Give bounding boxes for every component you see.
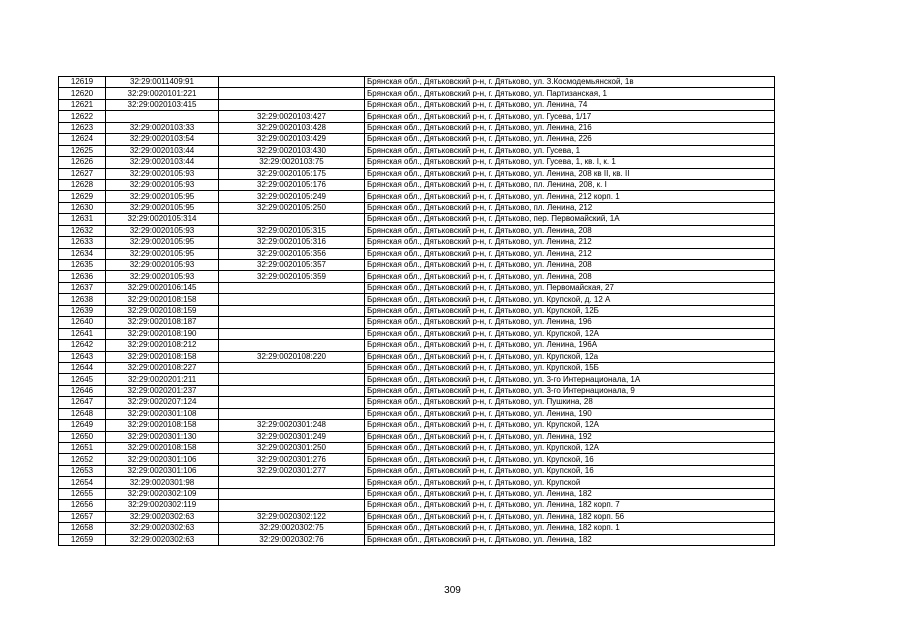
cadastral-number-parcel: 32:29:0020301:130 — [106, 431, 219, 442]
address: Брянская обл., Дятьковский р-н, г. Дятьково, ул. Партизанская, 1 — [365, 88, 775, 99]
table-row — [59, 500, 775, 511]
row-number: 12638 — [59, 294, 106, 305]
table-row — [59, 225, 775, 236]
row-number: 12649 — [59, 420, 106, 431]
table-row — [59, 420, 775, 431]
row-number: 12633 — [59, 237, 106, 248]
row-number: 12647 — [59, 397, 106, 408]
address: Брянская обл., Дятьковский р-н, г. Дятьково, ул. Ленина, 74 — [365, 99, 775, 110]
row-number: 12630 — [59, 202, 106, 213]
cadastral-number-parcel: 32:29:0020301:108 — [106, 408, 219, 419]
row-number: 12644 — [59, 362, 106, 373]
cadastral-number-object: 32:29:0020103:75 — [219, 157, 365, 168]
table-row — [59, 157, 775, 168]
cadastral-number-parcel: 32:29:0020105:93 — [106, 179, 219, 190]
cadastral-number-parcel: 32:29:0020108:158 — [106, 351, 219, 362]
cadastral-number-object: 32:29:0020105:357 — [219, 260, 365, 271]
cadastral-number-object — [219, 88, 365, 99]
address: Брянская обл., Дятьковский р-н, г. Дятьково, ул. Крупской, 12Б — [365, 305, 775, 316]
cadastral-number-object — [219, 408, 365, 419]
table-row — [59, 99, 775, 110]
row-number: 12643 — [59, 351, 106, 362]
row-number: 12636 — [59, 271, 106, 282]
row-number: 12623 — [59, 122, 106, 133]
cadastral-number-parcel: 32:29:0020103:415 — [106, 99, 219, 110]
row-number: 12622 — [59, 111, 106, 122]
table-row — [59, 271, 775, 282]
row-number: 12654 — [59, 477, 106, 488]
cadastral-number-parcel: 32:29:0020105:93 — [106, 260, 219, 271]
cadastral-number-parcel: 32:29:0020105:95 — [106, 248, 219, 259]
cadastral-number-parcel: 32:29:0020201:237 — [106, 385, 219, 396]
row-number: 12655 — [59, 488, 106, 499]
cadastral-number-object: 32:29:0020103:427 — [219, 111, 365, 122]
cadastral-number-parcel: 32:29:0020101:221 — [106, 88, 219, 99]
address: Брянская обл., Дятьковский р-н, г. Дятьково, ул. Крупской, 12А — [365, 328, 775, 339]
table-row — [59, 294, 775, 305]
row-number: 12632 — [59, 225, 106, 236]
row-number: 12621 — [59, 99, 106, 110]
cadastral-number-parcel: 32:29:0020105:95 — [106, 191, 219, 202]
cadastral-number-object — [219, 488, 365, 499]
address: Брянская обл., Дятьковский р-н, г. Дятьково, ул. Ленина, 212 корп. 1 — [365, 191, 775, 202]
table-row — [59, 431, 775, 442]
cadastral-number-parcel: 32:29:0020103:44 — [106, 145, 219, 156]
cadastral-number-object: 32:29:0020301:248 — [219, 420, 365, 431]
cadastral-number-object: 32:29:0020105:316 — [219, 237, 365, 248]
address: Брянская обл., Дятьковский р-н, г. Дятьково, ул. Ленина, 192 — [365, 431, 775, 442]
address: Брянская обл., Дятьковский р-н, г. Дятьково, ул. Крупской, 16 — [365, 454, 775, 465]
cadastral-number-parcel: 32:29:0020105:95 — [106, 237, 219, 248]
table-row — [59, 340, 775, 351]
address: Брянская обл., Дятьковский р-н, г. Дятьково, ул. Ленина, 190 — [365, 408, 775, 419]
address: Брянская обл., Дятьковский р-н, г. Дятьково, ул. Ленина, 182 — [365, 534, 775, 545]
cadastral-number-object — [219, 282, 365, 293]
address: Брянская обл., Дятьковский р-н, г. Дятьково, ул. Первомайская, 27 — [365, 282, 775, 293]
cadastral-number-parcel: 32:29:0020108:227 — [106, 362, 219, 373]
cadastral-number-parcel: 32:29:0020103:44 — [106, 157, 219, 168]
table-row — [59, 454, 775, 465]
address: Брянская обл., Дятьковский р-н, г. Дятьково, ул. Ленина, 208 — [365, 271, 775, 282]
cadastral-number-parcel: 32:29:0020106:145 — [106, 282, 219, 293]
table-row — [59, 523, 775, 534]
table-row — [59, 351, 775, 362]
table-row — [59, 248, 775, 259]
address: Брянская обл., Дятьковский р-н, г. Дятьково, ул. Ленина, 208 — [365, 225, 775, 236]
address: Брянская обл., Дятьковский р-н, г. Дятьково, ул. Ленина, 182 корп. 56 — [365, 511, 775, 522]
cadastral-number-parcel: 32:29:0020207:124 — [106, 397, 219, 408]
table-row — [59, 168, 775, 179]
address: Брянская обл., Дятьковский р-н, г. Дятьково, ул. Ленина, 216 — [365, 122, 775, 133]
table-row — [59, 77, 775, 88]
cadastral-number-object — [219, 477, 365, 488]
address: Брянская обл., Дятьковский р-н, г. Дятьково, ул. Крупской, 15Б — [365, 362, 775, 373]
address: Брянская обл., Дятьковский р-н, г. Дятьково, ул. Ленина, 208 кв II, кв. II — [365, 168, 775, 179]
cadastral-number-object — [219, 340, 365, 351]
cadastral-number-object: 32:29:0020105:250 — [219, 202, 365, 213]
table-row — [59, 214, 775, 225]
address: Брянская обл., Дятьковский р-н, г. Дятьково, пер. Первомайский, 1А — [365, 214, 775, 225]
row-number: 12640 — [59, 317, 106, 328]
row-number: 12641 — [59, 328, 106, 339]
address: Брянская обл., Дятьковский р-н, г. Дятьково, ул. Крупской, д. 12 А — [365, 294, 775, 305]
cadastral-number-parcel: 32:29:0020108:187 — [106, 317, 219, 328]
address: Брянская обл., Дятьковский р-н, г. Дятьково, ул. Крупской, 12а — [365, 351, 775, 362]
cadastral-number-parcel: 32:29:0020108:190 — [106, 328, 219, 339]
cadastral-number-parcel: 32:29:0020105:314 — [106, 214, 219, 225]
row-number: 12634 — [59, 248, 106, 259]
row-number: 12646 — [59, 385, 106, 396]
cadastral-number-object: 32:29:0020105:176 — [219, 179, 365, 190]
table-row — [59, 202, 775, 213]
cadastral-number-parcel: 32:29:0020302:63 — [106, 523, 219, 534]
address: Брянская обл., Дятьковский р-н, г. Дятьково, ул. Ленина, 182 — [365, 488, 775, 499]
table-row — [59, 260, 775, 271]
table-row — [59, 362, 775, 373]
cadastral-number-parcel: 32:29:0020105:95 — [106, 202, 219, 213]
cadastral-number-object: 32:29:0020301:277 — [219, 465, 365, 476]
address: Брянская обл., Дятьковский р-н, г. Дятьково, ул. 3-го Интернационала, 9 — [365, 385, 775, 396]
row-number: 12656 — [59, 500, 106, 511]
address: Брянская обл., Дятьковский р-н, г. Дятьково, ул. Ленина, 212 — [365, 248, 775, 259]
address: Брянская обл., Дятьковский р-н, г. Дятьково, ул. Гусева, 1/17 — [365, 111, 775, 122]
cadastral-number-object: 32:29:0020105:359 — [219, 271, 365, 282]
table-row — [59, 179, 775, 190]
address: Брянская обл., Дятьковский р-н, г. Дятьково, ул. Крупской, 12А — [365, 443, 775, 454]
row-number: 12629 — [59, 191, 106, 202]
cadastral-number-object: 32:29:0020103:430 — [219, 145, 365, 156]
address: Брянская обл., Дятьковский р-н, г. Дятьково, ул. З.Космодемьянской, 1в — [365, 77, 775, 88]
cadastral-number-parcel: 32:29:0020301:106 — [106, 465, 219, 476]
cadastral-number-object — [219, 214, 365, 225]
address: Брянская обл., Дятьковский р-н, г. Дятьково, ул. Крупской, 12А — [365, 420, 775, 431]
cadastral-number-object: 32:29:0020105:249 — [219, 191, 365, 202]
cadastral-number-object: 32:29:0020105:315 — [219, 225, 365, 236]
address: Брянская обл., Дятьковский р-н, г. Дятьково, ул. 3-го Интернационала, 1А — [365, 374, 775, 385]
table-row — [59, 134, 775, 145]
cadastral-number-parcel: 32:29:0020108:212 — [106, 340, 219, 351]
cadastral-number-parcel: 32:29:0020105:93 — [106, 168, 219, 179]
cadastral-number-object — [219, 305, 365, 316]
row-number: 12648 — [59, 408, 106, 419]
address: Брянская обл., Дятьковский р-н, г. Дятьково, ул. Ленина, 196А — [365, 340, 775, 351]
row-number: 12659 — [59, 534, 106, 545]
table-row — [59, 397, 775, 408]
cadastral-number-parcel: 32:29:0020105:93 — [106, 225, 219, 236]
cadastral-number-parcel: 32:29:0011409:91 — [106, 77, 219, 88]
row-number: 12653 — [59, 465, 106, 476]
row-number: 12652 — [59, 454, 106, 465]
address: Брянская обл., Дятьковский р-н, г. Дятьково, ул. Ленина, 182 корп. 7 — [365, 500, 775, 511]
address: Брянская обл., Дятьковский р-н, г. Дятьково, ул. Ленина, 208 — [365, 260, 775, 271]
table-row — [59, 443, 775, 454]
cadastral-number-object: 32:29:0020301:250 — [219, 443, 365, 454]
cadastral-number-object: 32:29:0020103:428 — [219, 122, 365, 133]
table-row — [59, 237, 775, 248]
cadastral-number-object — [219, 362, 365, 373]
cadastral-number-object — [219, 500, 365, 511]
address: Брянская обл., Дятьковский р-н, г. Дятьково, ул. Гусева, 1, кв. I, к. 1 — [365, 157, 775, 168]
address: Брянская обл., Дятьковский р-н, г. Дятьково, ул. Гусева, 1 — [365, 145, 775, 156]
row-number: 12625 — [59, 145, 106, 156]
table-row — [59, 111, 775, 122]
cadastral-number-object: 32:29:0020103:429 — [219, 134, 365, 145]
row-number: 12639 — [59, 305, 106, 316]
cadastral-number-object — [219, 374, 365, 385]
cadastral-number-parcel: 32:29:0020301:106 — [106, 454, 219, 465]
cadastral-number-object: 32:29:0020302:122 — [219, 511, 365, 522]
cadastral-number-object: 32:29:0020301:276 — [219, 454, 365, 465]
table-row — [59, 477, 775, 488]
address: Брянская обл., Дятьковский р-н, г. Дятьково, ул. Крупской, 16 — [365, 465, 775, 476]
address: Брянская обл., Дятьковский р-н, г. Дятьково, ул. Пушкина, 28 — [365, 397, 775, 408]
cadastral-number-parcel: 32:29:0020108:158 — [106, 443, 219, 454]
table-row — [59, 385, 775, 396]
cadastral-number-object — [219, 317, 365, 328]
cadastral-number-object: 32:29:0020105:175 — [219, 168, 365, 179]
registry-table-body — [59, 77, 775, 546]
row-number: 12642 — [59, 340, 106, 351]
cadastral-number-object — [219, 77, 365, 88]
row-number: 12619 — [59, 77, 106, 88]
registry-table — [58, 76, 775, 546]
cadastral-number-parcel: 32:29:0020201:211 — [106, 374, 219, 385]
row-number: 12627 — [59, 168, 106, 179]
address: Брянская обл., Дятьковский р-н, г. Дятьково, пл. Ленина, 212 — [365, 202, 775, 213]
table-row — [59, 465, 775, 476]
cadastral-number-object — [219, 294, 365, 305]
row-number: 12651 — [59, 443, 106, 454]
table-row — [59, 374, 775, 385]
table-row — [59, 122, 775, 133]
cadastral-number-parcel: 32:29:0020108:158 — [106, 420, 219, 431]
cadastral-number-object — [219, 385, 365, 396]
address: Брянская обл., Дятьковский р-н, г. Дятьково, ул. Крупской — [365, 477, 775, 488]
row-number: 12628 — [59, 179, 106, 190]
table-row — [59, 145, 775, 156]
address: Брянская обл., Дятьковский р-н, г. Дятьково, ул. Ленина, 182 корп. 1 — [365, 523, 775, 534]
address: Брянская обл., Дятьковский р-н, г. Дятьково, ул. Ленина, 212 — [365, 237, 775, 248]
table-row — [59, 488, 775, 499]
cadastral-number-object — [219, 397, 365, 408]
cadastral-number-object: 32:29:0020301:249 — [219, 431, 365, 442]
address: Брянская обл., Дятьковский р-н, г. Дятьково, ул. Ленина, 226 — [365, 134, 775, 145]
address: Брянская обл., Дятьковский р-н, г. Дятьково, пл. Ленина, 208, к. I — [365, 179, 775, 190]
row-number: 12657 — [59, 511, 106, 522]
address: Брянская обл., Дятьковский р-н, г. Дятьково, ул. Ленина, 196 — [365, 317, 775, 328]
row-number: 12658 — [59, 523, 106, 534]
row-number: 12637 — [59, 282, 106, 293]
table-row — [59, 305, 775, 316]
cadastral-number-object — [219, 99, 365, 110]
cadastral-number-parcel: 32:29:0020103:54 — [106, 134, 219, 145]
table-row — [59, 282, 775, 293]
cadastral-number-parcel: 32:29:0020302:109 — [106, 488, 219, 499]
cadastral-number-parcel: 32:29:0020108:159 — [106, 305, 219, 316]
table-row — [59, 511, 775, 522]
table-row — [59, 317, 775, 328]
cadastral-number-object — [219, 328, 365, 339]
row-number: 12650 — [59, 431, 106, 442]
cadastral-number-object: 32:29:0020105:356 — [219, 248, 365, 259]
cadastral-number-object: 32:29:0020302:76 — [219, 534, 365, 545]
cadastral-number-object: 32:29:0020108:220 — [219, 351, 365, 362]
row-number: 12620 — [59, 88, 106, 99]
table-row — [59, 88, 775, 99]
table-row — [59, 408, 775, 419]
cadastral-number-parcel: 32:29:0020301:98 — [106, 477, 219, 488]
table-row — [59, 328, 775, 339]
cadastral-number-parcel: 32:29:0020105:93 — [106, 271, 219, 282]
cadastral-number-object: 32:29:0020302:75 — [219, 523, 365, 534]
row-number: 12624 — [59, 134, 106, 145]
table-row — [59, 191, 775, 202]
row-number: 12645 — [59, 374, 106, 385]
cadastral-number-parcel: 32:29:0020302:63 — [106, 511, 219, 522]
page-number: 309 — [444, 585, 461, 596]
cadastral-number-parcel: 32:29:0020302:63 — [106, 534, 219, 545]
cadastral-number-parcel: 32:29:0020103:33 — [106, 122, 219, 133]
cadastral-number-parcel — [106, 111, 219, 122]
cadastral-number-parcel: 32:29:0020302:119 — [106, 500, 219, 511]
row-number: 12626 — [59, 157, 106, 168]
row-number: 12631 — [59, 214, 106, 225]
row-number: 12635 — [59, 260, 106, 271]
table-row — [59, 534, 775, 545]
cadastral-number-parcel: 32:29:0020108:158 — [106, 294, 219, 305]
